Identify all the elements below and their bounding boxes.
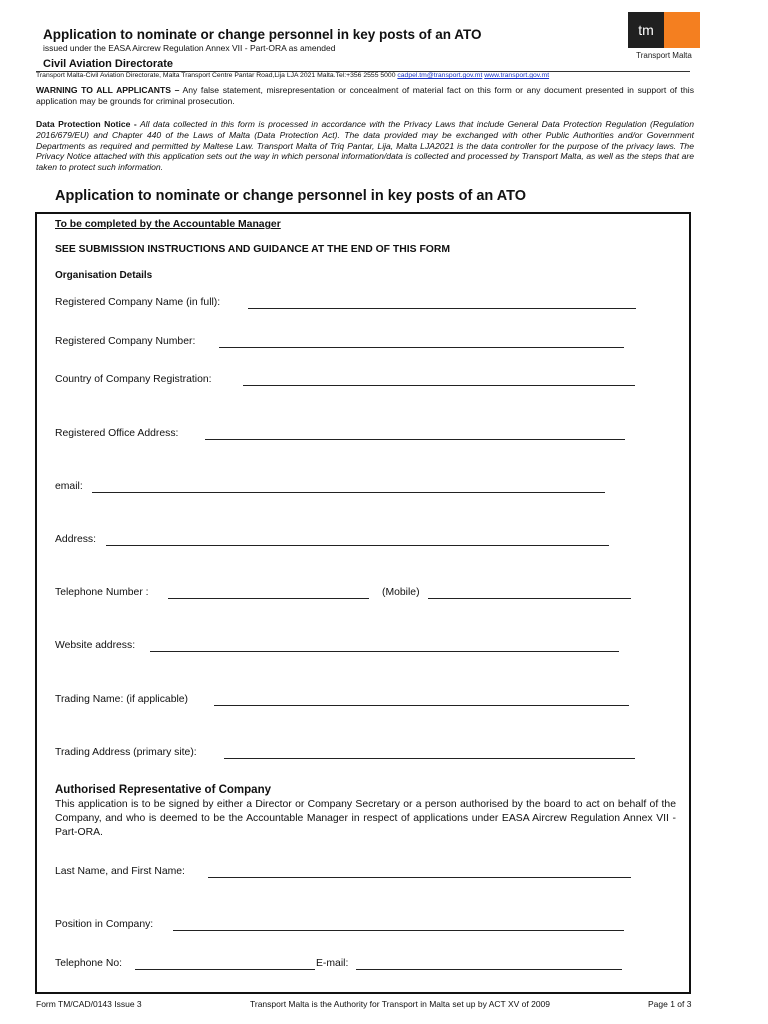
company-name-label: Registered Company Name (in full): (55, 297, 221, 308)
rep-position-field[interactable] (173, 930, 624, 931)
address-field[interactable] (106, 545, 609, 546)
telephone-field[interactable] (168, 598, 369, 599)
data-protection-text: All data collected in this form is processed in accordance with the Privacy Laws that include General Data Protection Regulation (Regulation 2016/679/EU) and Chapter 440 of the Laws of Malta (Data Protection Act). The data provided may be exchanged with other Public Authorities and/or Government Departments as required and permitted by Maltese Law. Transport Malta of Triq Pantar, Lija, Malta LJA2021 is the data controller for the purpose of the privacy laws. The Privacy Notice attached with this application sets out the way in which personal information/data is collected and processed by Transport Malta, as well as the steps that are taken to protect such information. (36, 119, 694, 173)
header-subtitle: issued under the EASA Aircrew Regulation Annex VII - Part-ORA as amended (43, 43, 336, 53)
footer-form-id: Form TM/CAD/0143 Issue 3 (36, 999, 142, 1009)
mobile-field[interactable] (428, 598, 631, 599)
website-field[interactable] (150, 651, 619, 652)
transport-malta-logo (628, 12, 700, 60)
warning-text: Any false statement, misrepresentation or concealment of material fact on this form or any document presented in support of this application may be grounds for criminal prosecution. (36, 85, 694, 106)
company-name-field[interactable] (248, 308, 636, 309)
trading-name-label: Trading Name: (if applicable) (55, 694, 189, 705)
country-label: Country of Company Registration: (55, 374, 212, 385)
data-protection-label: Data Protection Notice - (36, 119, 137, 129)
office-address-field[interactable] (205, 439, 625, 440)
directorate-name: Civil Aviation Directorate (43, 58, 173, 70)
office-address-label: Registered Office Address: (55, 428, 179, 439)
footer-authority: Transport Malta is the Authority for Transport in Malta set up by ACT XV of 2009 (250, 999, 551, 1009)
logo-mark: tm (628, 12, 664, 48)
company-number-field[interactable] (219, 347, 624, 348)
country-field[interactable] (243, 385, 635, 386)
rep-position-label: Position in Company: (55, 919, 154, 930)
contact-address-text: Transport Malta-Civil Aviation Directorate, Malta Transport Centre Pantar Road,Lija LJA 2021 Malta.Tel:+356 2555 5000 (36, 72, 398, 79)
address-label: Address: (55, 534, 97, 545)
trading-address-label: Trading Address (primary site): (55, 747, 197, 758)
trading-name-field[interactable] (214, 705, 629, 706)
warning-label: WARNING TO ALL APPLICANTS – (36, 85, 180, 95)
rep-email-label: E-mail: (316, 958, 349, 969)
trading-address-field[interactable] (224, 758, 635, 759)
rep-telephone-label: Telephone No: (55, 958, 123, 969)
rep-name-label: Last Name, and First Name: (55, 866, 185, 877)
website-label: Website address: (55, 640, 136, 651)
rep-name-field[interactable] (208, 877, 631, 878)
contact-web-link[interactable]: www.transport.gov.mt (484, 72, 550, 79)
email-field[interactable] (92, 492, 605, 493)
rep-telephone-field[interactable] (135, 969, 315, 970)
company-number-label: Registered Company Number: (55, 336, 196, 347)
mobile-label: (Mobile) (382, 587, 420, 598)
logo-caption: Transport Malta (636, 51, 692, 60)
authorised-representative-text: This application is to be signed by either a Director or Company Secretary or a person authorised by the board to act on behalf of the Company, and who is deemed to be the Accountable Manager in respect of applications under EASA Aircrew Regulation Annex VII - Part-ORA. (55, 799, 676, 838)
contact-email-link[interactable]: cadpel.tm@transport.gov.mt (397, 72, 483, 79)
email-label: email: (55, 481, 83, 492)
organisation-details-heading: Organisation Details (55, 270, 153, 281)
completed-by-label: To be completed by the Accountable Manager (55, 219, 281, 230)
header-title: Application to nominate or change personnel in key posts of an ATO (43, 27, 482, 42)
logo-orange-block (664, 12, 700, 48)
submission-instructions: SEE SUBMISSION INSTRUCTIONS AND GUIDANCE AT THE END OF THIS FORM (55, 244, 451, 255)
telephone-label: Telephone Number : (55, 587, 149, 598)
authorised-representative-heading: Authorised Representative of Company (55, 784, 271, 796)
warning-notice (36, 85, 694, 107)
data-protection-notice (36, 119, 694, 173)
contact-address (36, 72, 549, 79)
form-title: Application to nominate or change personnel in key posts of an ATO (55, 188, 527, 204)
rep-email-field[interactable] (356, 969, 622, 970)
footer-page-number: Page 1 of 3 (648, 999, 692, 1009)
